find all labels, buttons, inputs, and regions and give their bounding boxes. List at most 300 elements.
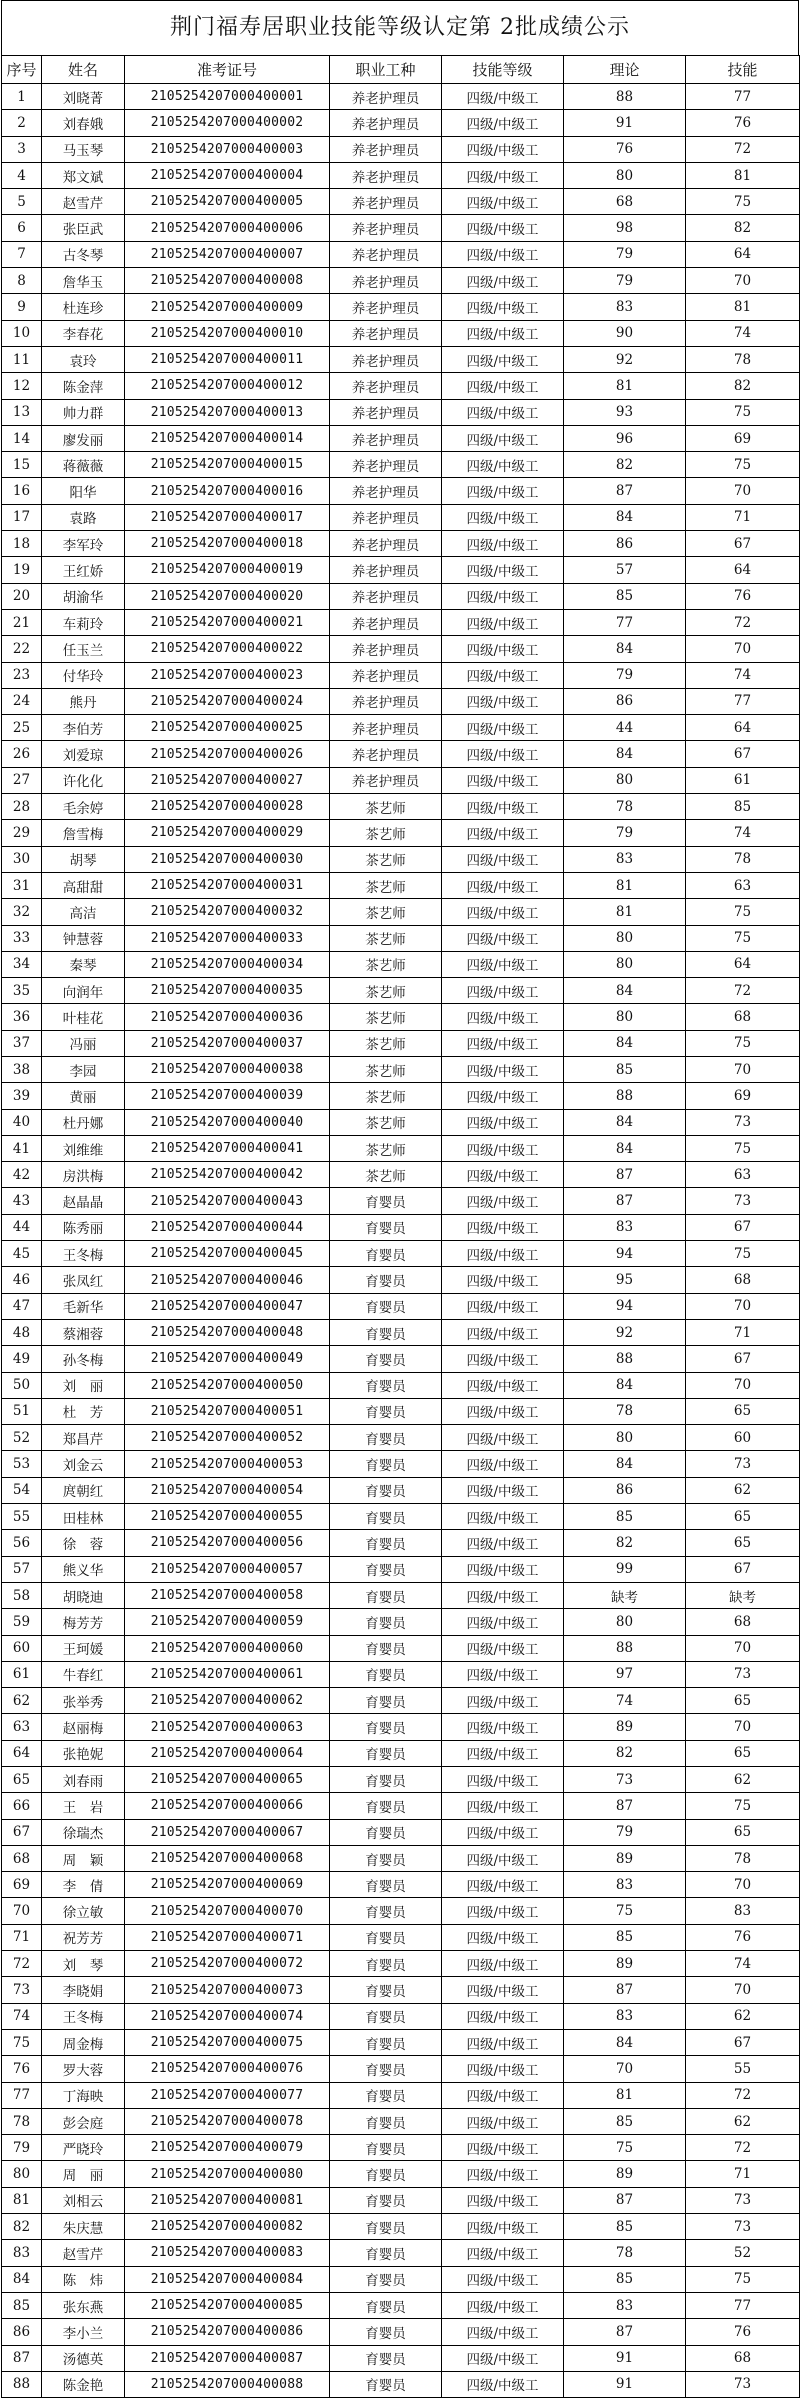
cell-theory: 82	[564, 1530, 686, 1556]
cell-exam-id: 2105254207000400087	[125, 2345, 330, 2371]
cell-theory: 85	[564, 583, 686, 609]
cell-name: 祝芳芳	[42, 1924, 125, 1950]
cell-theory: 78	[564, 2240, 686, 2266]
cell-occupation: 养老护理员	[330, 425, 442, 451]
cell-level: 四级/中级工	[442, 925, 564, 951]
cell-level: 四级/中级工	[442, 346, 564, 372]
cell-level: 四级/中级工	[442, 1451, 564, 1477]
cell-level: 四级/中级工	[442, 1188, 564, 1214]
table-row	[2, 1241, 800, 1267]
cell-occupation: 茶艺师	[330, 1083, 442, 1109]
cell-skill: 73	[686, 2214, 800, 2240]
cell-exam-id: 2105254207000400037	[125, 1030, 330, 1056]
cell-exam-id: 2105254207000400056	[125, 1530, 330, 1556]
cell-skill: 62	[686, 2108, 800, 2134]
cell-occupation: 育婴员	[330, 1635, 442, 1661]
cell-exam-id: 2105254207000400009	[125, 294, 330, 320]
cell-theory: 82	[564, 452, 686, 478]
cell-exam-id: 2105254207000400031	[125, 872, 330, 898]
cell-skill: 63	[686, 1162, 800, 1188]
table-row	[2, 162, 800, 188]
cell-exam-id: 2105254207000400049	[125, 1346, 330, 1372]
cell-theory: 84	[564, 1109, 686, 1135]
cell-name: 王 岩	[42, 1793, 125, 1819]
cell-occupation: 养老护理员	[330, 583, 442, 609]
cell-exam-id: 2105254207000400058	[125, 1582, 330, 1608]
cell-skill: 72	[686, 978, 800, 1004]
cell-skill: 73	[686, 2187, 800, 2213]
cell-level: 四级/中级工	[442, 636, 564, 662]
cell-exam-id: 2105254207000400044	[125, 1214, 330, 1240]
table-row	[2, 2003, 800, 2029]
table-row	[2, 1083, 800, 1109]
cell-name: 陈 炜	[42, 2266, 125, 2292]
table-row	[2, 1477, 800, 1503]
cell-occupation: 养老护理员	[330, 215, 442, 241]
cell-exam-id: 2105254207000400047	[125, 1293, 330, 1319]
cell-index: 41	[2, 1135, 42, 1161]
cell-theory: 87	[564, 2319, 686, 2345]
table-row	[2, 1609, 800, 1635]
cell-name: 古冬琴	[42, 241, 125, 267]
cell-exam-id: 2105254207000400042	[125, 1162, 330, 1188]
cell-level: 四级/中级工	[442, 1714, 564, 1740]
cell-name: 李小兰	[42, 2319, 125, 2345]
cell-exam-id: 2105254207000400054	[125, 1477, 330, 1503]
cell-level: 四级/中级工	[442, 1293, 564, 1319]
cell-occupation: 育婴员	[330, 1477, 442, 1503]
cell-occupation: 育婴员	[330, 1845, 442, 1871]
cell-index: 14	[2, 425, 42, 451]
cell-level: 四级/中级工	[442, 688, 564, 714]
cell-occupation: 育婴员	[330, 1556, 442, 1582]
cell-level: 四级/中级工	[442, 1793, 564, 1819]
cell-skill: 73	[686, 2371, 800, 2397]
cell-theory: 93	[564, 399, 686, 425]
cell-theory: 缺考	[564, 1582, 686, 1608]
cell-exam-id: 2105254207000400083	[125, 2240, 330, 2266]
cell-skill: 70	[686, 478, 800, 504]
cell-exam-id: 2105254207000400052	[125, 1425, 330, 1451]
table-row	[2, 320, 800, 346]
cell-theory: 85	[564, 1056, 686, 1082]
cell-occupation: 育婴员	[330, 1924, 442, 1950]
cell-skill: 77	[686, 84, 800, 110]
cell-skill: 75	[686, 399, 800, 425]
cell-index: 35	[2, 978, 42, 1004]
table-row	[2, 662, 800, 688]
table-row	[2, 1372, 800, 1398]
cell-skill: 72	[686, 2135, 800, 2161]
cell-skill: 82	[686, 215, 800, 241]
table-row	[2, 2240, 800, 2266]
cell-index: 36	[2, 1004, 42, 1030]
table-row	[2, 2319, 800, 2345]
table-row	[2, 1714, 800, 1740]
table-row	[2, 2056, 800, 2082]
cell-exam-id: 2105254207000400072	[125, 1951, 330, 1977]
cell-theory: 80	[564, 925, 686, 951]
cell-occupation: 茶艺师	[330, 1030, 442, 1056]
cell-level: 四级/中级工	[442, 1504, 564, 1530]
cell-name: 刘相云	[42, 2187, 125, 2213]
cell-name: 张凤红	[42, 1267, 125, 1293]
cell-index: 57	[2, 1556, 42, 1582]
cell-theory: 96	[564, 425, 686, 451]
cell-occupation: 育婴员	[330, 1346, 442, 1372]
table-row	[2, 1898, 800, 1924]
cell-level: 四级/中级工	[442, 872, 564, 898]
cell-exam-id: 2105254207000400069	[125, 1872, 330, 1898]
cell-exam-id: 2105254207000400010	[125, 320, 330, 346]
cell-occupation: 育婴员	[330, 1661, 442, 1687]
cell-level: 四级/中级工	[442, 951, 564, 977]
cell-exam-id: 2105254207000400017	[125, 504, 330, 530]
cell-index: 21	[2, 609, 42, 635]
cell-name: 向润年	[42, 978, 125, 1004]
cell-theory: 44	[564, 715, 686, 741]
table-row	[2, 1214, 800, 1240]
cell-index: 56	[2, 1530, 42, 1556]
cell-skill: 74	[686, 1951, 800, 1977]
cell-level: 四级/中级工	[442, 2266, 564, 2292]
cell-name: 周 颖	[42, 1845, 125, 1871]
cell-index: 46	[2, 1267, 42, 1293]
cell-index: 69	[2, 1872, 42, 1898]
cell-theory: 79	[564, 241, 686, 267]
cell-index: 55	[2, 1504, 42, 1530]
cell-exam-id: 2105254207000400024	[125, 688, 330, 714]
cell-name: 徐 蓉	[42, 1530, 125, 1556]
cell-skill: 83	[686, 1898, 800, 1924]
header-row	[2, 56, 800, 84]
cell-occupation: 育婴员	[330, 1582, 442, 1608]
cell-theory: 99	[564, 1556, 686, 1582]
cell-name: 车莉玲	[42, 609, 125, 635]
cell-theory: 87	[564, 2187, 686, 2213]
cell-index: 53	[2, 1451, 42, 1477]
cell-index: 72	[2, 1951, 42, 1977]
cell-name: 李 倩	[42, 1872, 125, 1898]
cell-theory: 80	[564, 767, 686, 793]
cell-level: 四级/中级工	[442, 978, 564, 1004]
cell-exam-id: 2105254207000400088	[125, 2371, 330, 2397]
cell-name: 张东燕	[42, 2292, 125, 2318]
cell-level: 四级/中级工	[442, 373, 564, 399]
page-title: 荆门福寿居职业技能等级认定第 2批成绩公示	[1, 0, 799, 55]
cell-theory: 80	[564, 1004, 686, 1030]
cell-name: 赵丽梅	[42, 1714, 125, 1740]
cell-name: 袁路	[42, 504, 125, 530]
table-row	[2, 2187, 800, 2213]
cell-skill: 75	[686, 1030, 800, 1056]
cell-occupation: 育婴员	[330, 2292, 442, 2318]
cell-name: 高甜甜	[42, 872, 125, 898]
cell-occupation: 养老护理员	[330, 84, 442, 110]
table-row	[2, 1977, 800, 2003]
cell-name: 张举秀	[42, 1688, 125, 1714]
cell-exam-id: 2105254207000400036	[125, 1004, 330, 1030]
table-row	[2, 2108, 800, 2134]
cell-level: 四级/中级工	[442, 715, 564, 741]
cell-name: 蒋薇薇	[42, 452, 125, 478]
cell-occupation: 茶艺师	[330, 951, 442, 977]
cell-occupation: 育婴员	[330, 1504, 442, 1530]
cell-exam-id: 2105254207000400050	[125, 1372, 330, 1398]
cell-occupation: 养老护理员	[330, 767, 442, 793]
cell-name: 徐立敏	[42, 1898, 125, 1924]
cell-occupation: 茶艺师	[330, 1135, 442, 1161]
cell-exam-id: 2105254207000400019	[125, 557, 330, 583]
cell-index: 77	[2, 2082, 42, 2108]
cell-name: 詹雪梅	[42, 820, 125, 846]
cell-theory: 82	[564, 1740, 686, 1766]
cell-name: 毛余婷	[42, 794, 125, 820]
cell-skill: 85	[686, 794, 800, 820]
cell-exam-id: 2105254207000400034	[125, 951, 330, 977]
cell-theory: 84	[564, 1030, 686, 1056]
cell-level: 四级/中级工	[442, 1004, 564, 1030]
cell-name: 彭会庭	[42, 2108, 125, 2134]
cell-exam-id: 2105254207000400048	[125, 1319, 330, 1345]
cell-name: 刘 琴	[42, 1951, 125, 1977]
cell-theory: 68	[564, 189, 686, 215]
cell-occupation: 育婴员	[330, 1793, 442, 1819]
cell-occupation: 养老护理员	[330, 110, 442, 136]
cell-level: 四级/中级工	[442, 1872, 564, 1898]
cell-skill: 68	[686, 1609, 800, 1635]
cell-occupation: 养老护理员	[330, 609, 442, 635]
cell-name: 熊丹	[42, 688, 125, 714]
table-row	[2, 820, 800, 846]
cell-occupation: 茶艺师	[330, 1004, 442, 1030]
cell-index: 50	[2, 1372, 42, 1398]
cell-name: 王冬梅	[42, 2003, 125, 2029]
cell-occupation: 养老护理员	[330, 504, 442, 530]
cell-index: 26	[2, 741, 42, 767]
cell-exam-id: 2105254207000400051	[125, 1398, 330, 1424]
cell-exam-id: 2105254207000400066	[125, 1793, 330, 1819]
cell-level: 四级/中级工	[442, 846, 564, 872]
cell-name: 丁海映	[42, 2082, 125, 2108]
table-row	[2, 609, 800, 635]
table-row	[2, 1030, 800, 1056]
cell-theory: 89	[564, 1951, 686, 1977]
cell-index: 4	[2, 162, 42, 188]
cell-occupation: 育婴员	[330, 1451, 442, 1477]
cell-level: 四级/中级工	[442, 1556, 564, 1582]
cell-name: 刘晓菁	[42, 84, 125, 110]
cell-exam-id: 2105254207000400022	[125, 636, 330, 662]
cell-level: 四级/中级工	[442, 2187, 564, 2213]
cell-exam-id: 2105254207000400077	[125, 2082, 330, 2108]
cell-name: 李晓娟	[42, 1977, 125, 2003]
cell-level: 四级/中级工	[442, 820, 564, 846]
cell-name: 汤德英	[42, 2345, 125, 2371]
table-row	[2, 1398, 800, 1424]
cell-occupation: 育婴员	[330, 1241, 442, 1267]
cell-exam-id: 2105254207000400075	[125, 2029, 330, 2055]
cell-index: 66	[2, 1793, 42, 1819]
cell-occupation: 茶艺师	[330, 872, 442, 898]
cell-skill: 52	[686, 2240, 800, 2266]
cell-index: 67	[2, 1819, 42, 1845]
table-row	[2, 241, 800, 267]
score-table	[1, 55, 800, 2398]
cell-occupation: 茶艺师	[330, 794, 442, 820]
cell-name: 詹华玉	[42, 268, 125, 294]
cell-index: 48	[2, 1319, 42, 1345]
cell-exam-id: 2105254207000400067	[125, 1819, 330, 1845]
cell-skill: 78	[686, 1845, 800, 1871]
cell-level: 四级/中级工	[442, 1267, 564, 1293]
table-row	[2, 741, 800, 767]
cell-name: 高洁	[42, 899, 125, 925]
table-row	[2, 1872, 800, 1898]
cell-exam-id: 2105254207000400007	[125, 241, 330, 267]
cell-name: 毛新华	[42, 1293, 125, 1319]
table-row	[2, 1793, 800, 1819]
table-row	[2, 268, 800, 294]
cell-exam-id: 2105254207000400084	[125, 2266, 330, 2292]
cell-occupation: 育婴员	[330, 1688, 442, 1714]
cell-skill: 81	[686, 294, 800, 320]
cell-index: 19	[2, 557, 42, 583]
cell-index: 32	[2, 899, 42, 925]
cell-index: 20	[2, 583, 42, 609]
cell-exam-id: 2105254207000400082	[125, 2214, 330, 2240]
cell-name: 阳华	[42, 478, 125, 504]
cell-level: 四级/中级工	[442, 1241, 564, 1267]
cell-skill: 67	[686, 2029, 800, 2055]
cell-name: 胡晓迪	[42, 1582, 125, 1608]
cell-occupation: 养老护理员	[330, 294, 442, 320]
cell-skill: 67	[686, 1214, 800, 1240]
cell-exam-id: 2105254207000400011	[125, 346, 330, 372]
table-row	[2, 294, 800, 320]
cell-skill: 75	[686, 1241, 800, 1267]
cell-exam-id: 2105254207000400062	[125, 1688, 330, 1714]
cell-theory: 84	[564, 1451, 686, 1477]
cell-theory: 89	[564, 1714, 686, 1740]
table-header	[2, 56, 800, 84]
cell-skill: 61	[686, 767, 800, 793]
cell-level: 四级/中级工	[442, 1767, 564, 1793]
cell-skill: 73	[686, 1451, 800, 1477]
cell-name: 冯丽	[42, 1030, 125, 1056]
table-row	[2, 846, 800, 872]
cell-theory: 83	[564, 1214, 686, 1240]
cell-theory: 85	[564, 2266, 686, 2292]
cell-index: 13	[2, 399, 42, 425]
cell-theory: 79	[564, 662, 686, 688]
cell-level: 四级/中级工	[442, 2240, 564, 2266]
cell-skill: 68	[686, 1267, 800, 1293]
cell-theory: 79	[564, 1819, 686, 1845]
cell-level: 四级/中级工	[442, 268, 564, 294]
cell-index: 42	[2, 1162, 42, 1188]
table-row	[2, 767, 800, 793]
table-row	[2, 636, 800, 662]
cell-skill: 71	[686, 1319, 800, 1345]
table-row	[2, 951, 800, 977]
cell-occupation: 育婴员	[330, 1819, 442, 1845]
cell-name: 蔡湘蓉	[42, 1319, 125, 1345]
cell-index: 3	[2, 136, 42, 162]
cell-index: 87	[2, 2345, 42, 2371]
cell-occupation: 养老护理员	[330, 346, 442, 372]
cell-occupation: 育婴员	[330, 1872, 442, 1898]
cell-index: 59	[2, 1609, 42, 1635]
cell-theory: 91	[564, 110, 686, 136]
cell-occupation: 育婴员	[330, 1977, 442, 2003]
cell-index: 71	[2, 1924, 42, 1950]
cell-skill: 76	[686, 2319, 800, 2345]
cell-exam-id: 2105254207000400074	[125, 2003, 330, 2029]
cell-index: 85	[2, 2292, 42, 2318]
cell-occupation: 育婴员	[330, 1372, 442, 1398]
cell-occupation: 育婴员	[330, 2056, 442, 2082]
cell-occupation: 养老护理员	[330, 715, 442, 741]
table-row	[2, 1188, 800, 1214]
cell-name: 王冬梅	[42, 1241, 125, 1267]
cell-name: 王珂媛	[42, 1635, 125, 1661]
table-row	[2, 1556, 800, 1582]
table-row	[2, 1162, 800, 1188]
cell-exam-id: 2105254207000400053	[125, 1451, 330, 1477]
cell-level: 四级/中级工	[442, 1083, 564, 1109]
cell-name: 熊义华	[42, 1556, 125, 1582]
cell-theory: 84	[564, 504, 686, 530]
cell-name: 张艳妮	[42, 1740, 125, 1766]
table-row	[2, 1582, 800, 1608]
cell-skill: 70	[686, 1372, 800, 1398]
cell-index: 73	[2, 1977, 42, 2003]
cell-theory: 79	[564, 820, 686, 846]
cell-exam-id: 2105254207000400018	[125, 531, 330, 557]
cell-occupation: 育婴员	[330, 1398, 442, 1424]
cell-occupation: 养老护理员	[330, 320, 442, 346]
cell-level: 四级/中级工	[442, 2319, 564, 2345]
cell-skill: 76	[686, 1924, 800, 1950]
col-header-level: 技能等级	[442, 56, 564, 84]
table-row	[2, 2214, 800, 2240]
cell-level: 四级/中级工	[442, 241, 564, 267]
cell-skill: 69	[686, 425, 800, 451]
cell-theory: 86	[564, 1477, 686, 1503]
cell-index: 74	[2, 2003, 42, 2029]
cell-name: 马玉琴	[42, 136, 125, 162]
cell-index: 44	[2, 1214, 42, 1240]
cell-theory: 91	[564, 2345, 686, 2371]
cell-name: 胡渝华	[42, 583, 125, 609]
cell-exam-id: 2105254207000400003	[125, 136, 330, 162]
cell-theory: 78	[564, 1398, 686, 1424]
table-row	[2, 2292, 800, 2318]
cell-exam-id: 2105254207000400081	[125, 2187, 330, 2213]
cell-exam-id: 2105254207000400006	[125, 215, 330, 241]
cell-level: 四级/中级工	[442, 478, 564, 504]
cell-level: 四级/中级工	[442, 531, 564, 557]
cell-name: 赵晶晶	[42, 1188, 125, 1214]
cell-theory: 84	[564, 1135, 686, 1161]
cell-exam-id: 2105254207000400016	[125, 478, 330, 504]
cell-skill: 71	[686, 504, 800, 530]
cell-index: 45	[2, 1241, 42, 1267]
cell-name: 刘金云	[42, 1451, 125, 1477]
table-row	[2, 452, 800, 478]
cell-name: 刘春娥	[42, 110, 125, 136]
